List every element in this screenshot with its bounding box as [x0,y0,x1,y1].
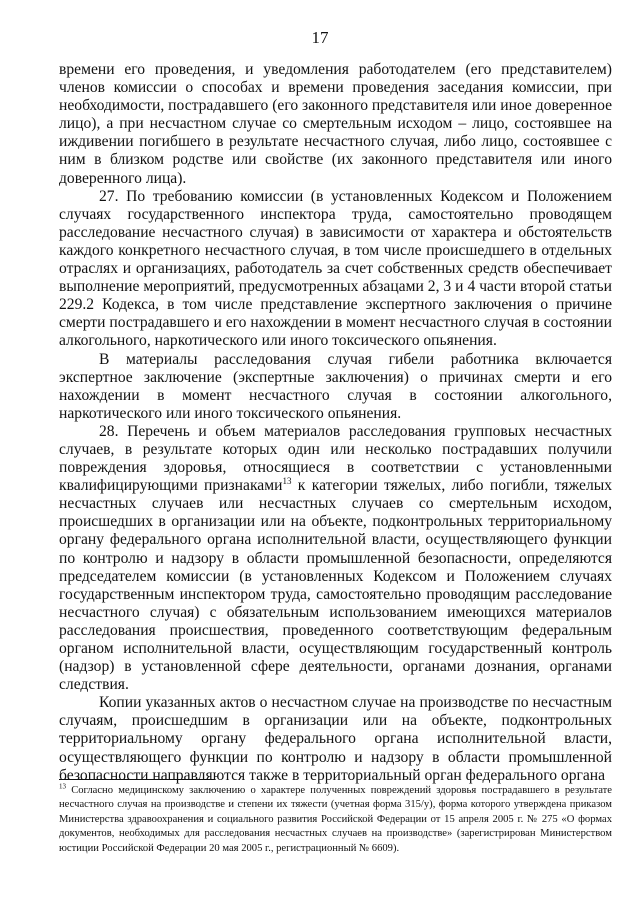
footnote-text: Согласно медицинскому заключению о характере полученных повреждений здоровья пострадавшего в результате несчастного случая на производстве и степени их тяжести (учетная форма 315/у), форма которого утверждена приказом Министерства здравоохранения и социального развития Российской Федерации от 15 апреля 2005 г. № 275 «О формах документов, необходимых для расследования несчастных случаев на производстве» (зарегистрирован Министерством юстиции Российской Федерации 20 мая 2005 г., регистрационный № 6609). [59,785,612,854]
footnote-reference: 13 [282,475,292,486]
paragraph-28-text-end: к категории тяжелых, либо погибли, тяжелых несчастных случаев или несчастных случаев со смертельным исходом, происшедших в организации или на объекте, подконтрольных территориальному органу федерального органа исполнительной власти, осуществляющего функции по контролю и надзору в области промышленной безопасности, определяются председателем комиссии (в установленных Кодексом и Положением случаях государственным инспектором труда, самостоятельно проводящим расследование несчастного случая) с обязательным использованием имеющихся материалов расследования происшествия, проведенного соответствующим федеральным органом исполнительной власти, осуществляющим государственный контроль (надзор) в установленной сфере деятельности, органами дознания, органами следствия. [59,477,613,694]
body-text [59,61,612,785]
paragraph-expert-conclusion: В материалы расследования случая гибели работника включается экспертное заключение (экспертные заключения) о причинах смерти и его нахождении в момент несчастного случая в состоянии алкогольного, наркотического или иного токсического опьянения. [59,350,612,422]
paragraph-28 [59,423,612,694]
page-number: 17 [311,28,329,47]
paragraph-28-text-start: 28. Перечень и объем материалов расследования групповых несчастных случаев, в результате которых один или несколько пострадавших получили повреждения здоровья, относящиеся в соответствии с установленными квалифицирующими признаками [59,422,612,495]
footnote-separator [59,779,214,780]
paragraph-27: 27. По требованию комиссии (в установленных Кодексом и Положением случаях государственного инспектора труда, самостоятельно проводящем расследование несчастного случая) в зависимости от характера и обстоятельств каждого конкретного несчастного случая, в том числе происшедшего в отдельных отраслях и организациях, работодатель за счет собственных средств обеспечивает выполнение мероприятий, предусмотренных абзацами 2, 3 и 4 части второй статьи 229.2 Кодекса, в том числе представление экспертного заключения о причине смерти пострадавшего и его нахождении в момент несчастного случая в состоянии алкогольного, наркотического или иного токсического опьянения. [59,187,612,350]
paragraph-copies-of-acts: Копии указанных актов о несчастном случае на производстве по несчастным случаям, происшедшим в организации или на объекте, подконтрольных территориальному органу федерального органа исполнительной власти, осуществляющего функции по контролю и надзору в области промышленной безопасности направляются также в территориальный орган федерального органа [59,694,612,784]
footnote-number: 13 [59,782,66,791]
footnote [59,784,612,856]
paragraph-continuation: времени его проведения, и уведомления работодателем (его представителем) членов комиссии о способах и времени проведения заседания комиссии, при необходимости, пострадавшего (его законного представителя или иное доверенное лицо), а при несчастном случае со смертельным исходом – лицо, состоявшее на иждивении погибшего в результате несчастного случая, либо лицо, состоявшее с ним в близком родстве или свойстве (их законного представителя или иного доверенного лица). [59,61,612,187]
